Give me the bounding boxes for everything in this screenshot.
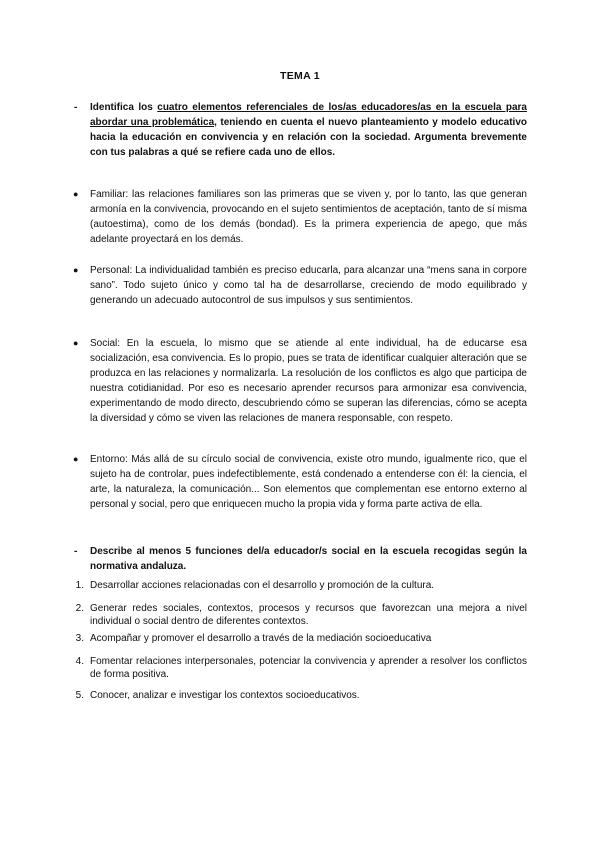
function-number: 4. xyxy=(75,656,84,667)
question-1-underlined: cuatro elementos referenciales de los/as educadores/as en la escuela para abordar una problemática, xyxy=(90,102,527,128)
function-item-1 xyxy=(75,579,527,592)
bullet-text: Familiar: las relaciones familiares son las primeras que se viven y, por lo tanto, las que generan armonía en la convivencia, provocando en el sujeto sentimientos de aceptación, tanto de sí misma (autoestima), como de los demás (bondad). Es la primera experiencia de apego, que más adelante proyectará en los demás. xyxy=(90,189,527,245)
bullet-text: Personal: La individualidad también es preciso educarla, para alcanzar una “mens sana in corpore sano”. Todo sujeto único y como tal ha de desarrollarse, creciendo de modo equilibrado y generando un adecuado autocontrol de sus impulsos y sus sentimientos. xyxy=(90,265,527,306)
bullet-text: Entorno: Más allá de su círculo social de convivencia, existe otro mundo, igualmente rico, que el sujeto ha de controlar, pues indefectiblemente, está condenado a entenderse con él: la ciencia, el arte, la naturaleza, la comunicación... Son elementos que complementan ese entorno externo al personal y social, pero que enriquecen mucho la propia vida y forma parte activa de ella. xyxy=(90,454,527,510)
function-item-4 xyxy=(75,655,527,681)
bullet-dot: ● xyxy=(73,454,79,464)
bullet-entorno xyxy=(73,452,527,512)
question-2-marker: - xyxy=(74,546,78,557)
bullet-dot: ● xyxy=(73,265,79,275)
function-text: Acompañar y promover el desarrollo a través de la mediación socioeducativa xyxy=(90,633,432,644)
question-1-text xyxy=(90,100,527,160)
function-text: Fomentar relaciones interpersonales, potenciar la convivencia y aprender a resolver los conflictos de forma positiva. xyxy=(90,656,527,680)
function-text: Generar redes sociales, contextos, procesos y recursos que favorezcan una mejora a nivel individual o social dentro de diferentes contextos. xyxy=(90,603,527,627)
function-text: Desarrollar acciones relacionadas con el desarrollo y promoción de la cultura. xyxy=(90,580,435,591)
document-title: TEMA 1 xyxy=(280,70,320,82)
bullet-dot: ● xyxy=(73,338,79,348)
question-1-part1: Identifica los xyxy=(90,102,158,113)
function-text: Conocer, analizar e investigar los contextos socioeducativos. xyxy=(90,690,360,701)
question-1 xyxy=(74,100,527,160)
function-item-2 xyxy=(75,602,527,628)
question-1-part2: teniendo en cuenta el nuevo planteamiento y modelo educativo hacia la educación en convivencia y en relación con la sociedad. Argumenta brevemente con tus palabras a qué se refiere cada uno de ellos. xyxy=(90,117,527,158)
question-2 xyxy=(74,544,527,574)
function-item-5 xyxy=(75,689,527,702)
function-item-3 xyxy=(75,632,527,645)
bullet-social xyxy=(73,336,527,426)
bullet-text: Social: En la escuela, lo mismo que se atiende al ente individual, ha de educarse esa socialización, esa convivencia. Es lo propio, pues se trata de identificar cualquier alteración que se produzca en las relaciones y normalizarla. La resolución de los conflictos es algo que participa de nuestra cotidianidad. Por eso es necesario aprender recursos para armonizar esa convivencia, experimentando de modo directo, descubriendo cómo se superan las diferencias, cómo se acepta la diversidad y cómo se viven las relaciones de manera responsable, con respeto. xyxy=(90,338,527,424)
function-number: 1. xyxy=(75,580,84,591)
question-2-text: Describe al menos 5 funciones del/a educador/s social en la escuela recogidas según la normativa andaluza. xyxy=(90,546,527,572)
bullet-personal xyxy=(73,263,527,308)
function-number: 3. xyxy=(75,633,84,644)
question-1-marker: - xyxy=(74,102,78,113)
function-number: 5. xyxy=(75,690,84,701)
function-number: 2. xyxy=(75,603,84,614)
bullet-familiar xyxy=(73,187,527,247)
bullet-dot: ● xyxy=(73,189,79,199)
